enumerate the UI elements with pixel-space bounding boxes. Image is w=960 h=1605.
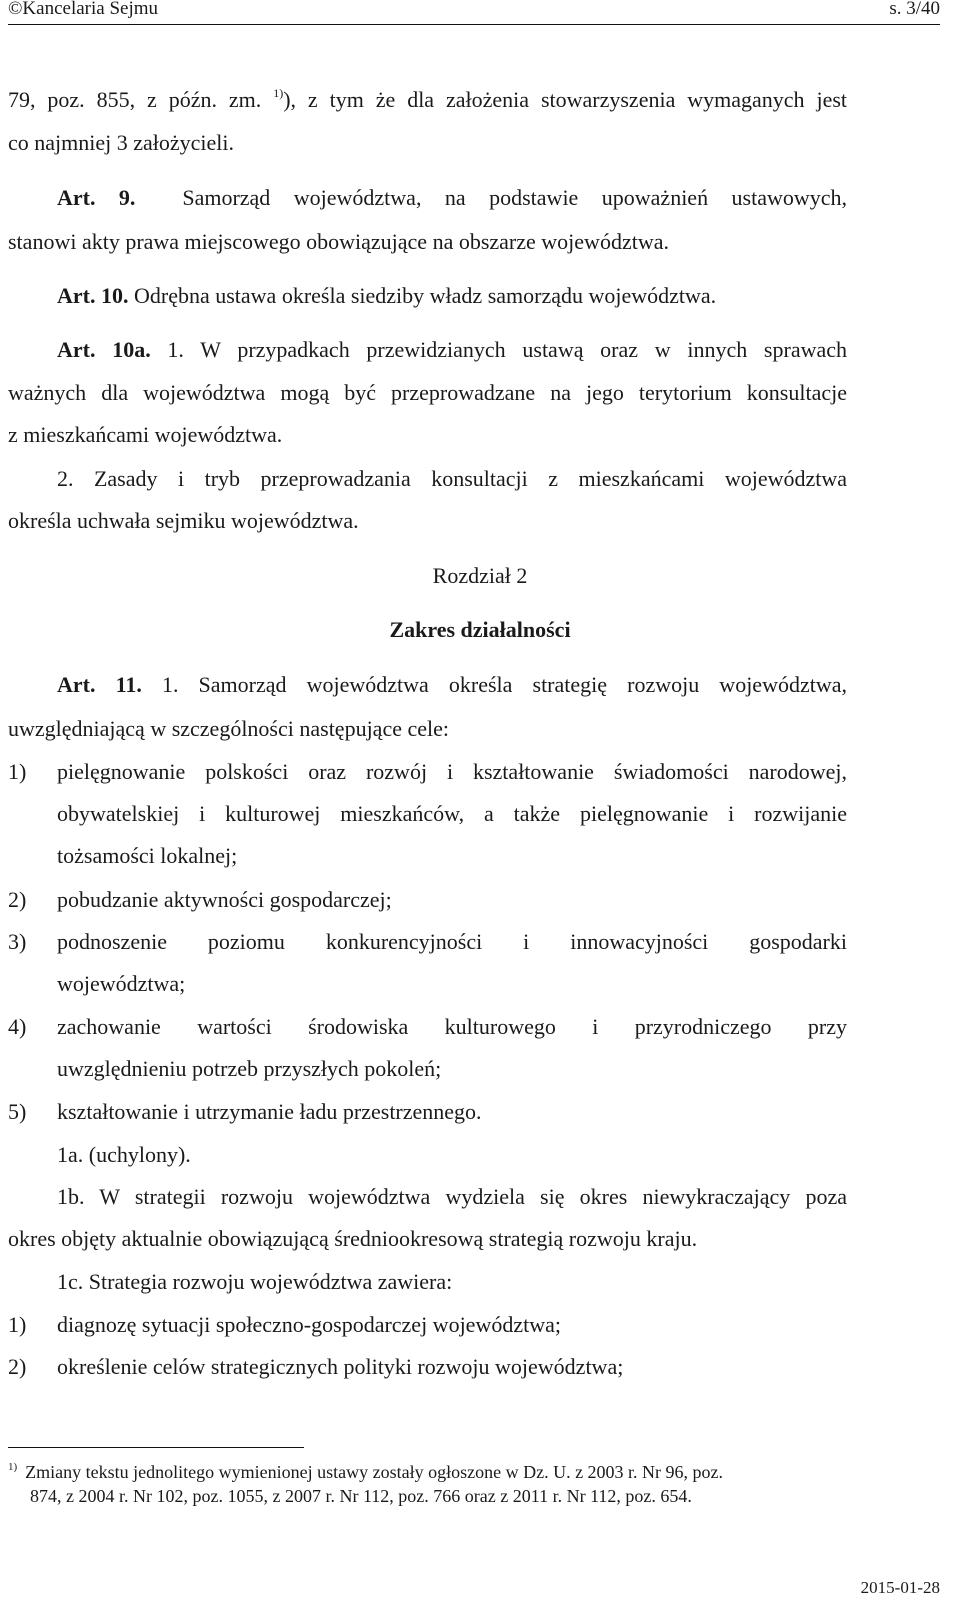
list-number: 1)	[8, 1312, 27, 1337]
art-9: Art. 9. Samorząd województwa, na podstawie upoważnień ustawowych,	[57, 185, 847, 210]
footnote-separator	[8, 1447, 304, 1448]
footnote-marker: 1)	[8, 1461, 18, 1473]
list-item: kształtowanie i utrzymanie ładu przestrzennego.	[57, 1099, 482, 1124]
list-number: 1)	[8, 759, 27, 784]
chapter-number: Rozdział 2	[432, 563, 528, 588]
list-item: pielęgnowanie polskości oraz rozwój i kształtowanie świadomości narodowej,	[57, 759, 847, 784]
list-number: 3)	[8, 929, 27, 954]
list-item: podnoszenie poziomu konkurencyjności i innowacyjności gospodarki	[57, 929, 847, 954]
document-date: 2015-01-28	[860, 1578, 940, 1597]
article-label: Art. 11.	[57, 672, 142, 697]
list-item: województwa;	[57, 971, 186, 996]
footnote: 874, z 2004 r. Nr 102, poz. 1055, z 2007 r. Nr 112, poz. 766 oraz z 2011 r. Nr 112, poz. 654.	[30, 1486, 692, 1506]
paragraph-line: 79, poz. 855, z późn. zm. $^{1)}$), z tym że dla założenia stowarzyszenia wymaganych jest	[8, 86, 848, 112]
list-item: obywatelskiej i kulturowej mieszkańców, a także pielęgnowanie i rozwijanie	[57, 801, 847, 826]
list-number: 2)	[8, 887, 27, 912]
list-item: diagnozę sytuacji społeczno-gospodarczej województwa;	[57, 1312, 561, 1337]
header-source: ©Kancelaria Sejmu	[8, 0, 159, 19]
paragraph-line: 2. Zasady i tryb przeprowadzania konsultacji z mieszkańcami województwa	[57, 466, 847, 491]
article-label: Art. 10.	[57, 283, 129, 308]
footnote: $^{1)}$ Zmiany tekstu jednolitego wymienionej ustawy zostały ogłoszone w Dz. U. z 2003 r. Nr 96, poz.	[8, 1461, 724, 1482]
list-item: tożsamości lokalnej;	[57, 843, 238, 868]
page-header	[8, 0, 940, 25]
chapter-title: Zakres działalności	[389, 617, 571, 642]
paragraph-line: 1c. Strategia rozwoju województwa zawiera:	[57, 1269, 453, 1294]
paragraph-line: z mieszkańcami województwa.	[8, 422, 283, 447]
paragraph-line: uwzględniającą w szczególności następujące cele:	[8, 716, 449, 741]
article-label: Art. 9.	[57, 185, 136, 210]
list-number: 2)	[8, 1354, 27, 1379]
art-11: Art. 11. 1. Samorząd województwa określa strategię rozwoju województwa,	[57, 672, 847, 697]
paragraph-line: stanowi akty prawa miejscowego obowiązujące na obszarze województwa.	[8, 229, 669, 254]
list-item: uwzględnieniu potrzeb przyszłych pokoleń;	[57, 1056, 442, 1081]
article-label: Art. 10a.	[57, 337, 151, 362]
paragraph-line: okres objęty aktualnie obowiązującą średniookresową strategią rozwoju kraju.	[8, 1226, 698, 1251]
art-10a: Art. 10a. 1. W przypadkach przewidzianych ustawą oraz w innych sprawach	[57, 337, 848, 362]
list-number: 5)	[8, 1099, 27, 1124]
list-item: określenie celów strategicznych polityki rozwoju województwa;	[57, 1354, 624, 1379]
paragraph-line: 1a. (uchylony).	[57, 1142, 191, 1167]
footnote-ref: 1)	[273, 86, 284, 100]
paragraph-line: określa uchwała sejmiku województwa.	[8, 508, 359, 533]
list-number: 4)	[8, 1014, 27, 1039]
page-number: s. 3/40	[889, 0, 940, 19]
paragraph-line: ważnych dla województwa mogą być przeprowadzane na jego terytorium konsultacje	[8, 380, 847, 405]
art-10: Art. 10. Odrębna ustawa określa siedziby władz samorządu województwa.	[57, 283, 717, 308]
paragraph-line: 1b. W strategii rozwoju województwa wydziela się okres niewykraczający poza	[57, 1184, 847, 1209]
list-item: zachowanie wartości środowiska kulturowego i przyrodniczego przy	[57, 1014, 847, 1039]
list-item: pobudzanie aktywności gospodarczej;	[57, 887, 392, 912]
paragraph-line: co najmniej 3 założycieli.	[8, 130, 235, 155]
